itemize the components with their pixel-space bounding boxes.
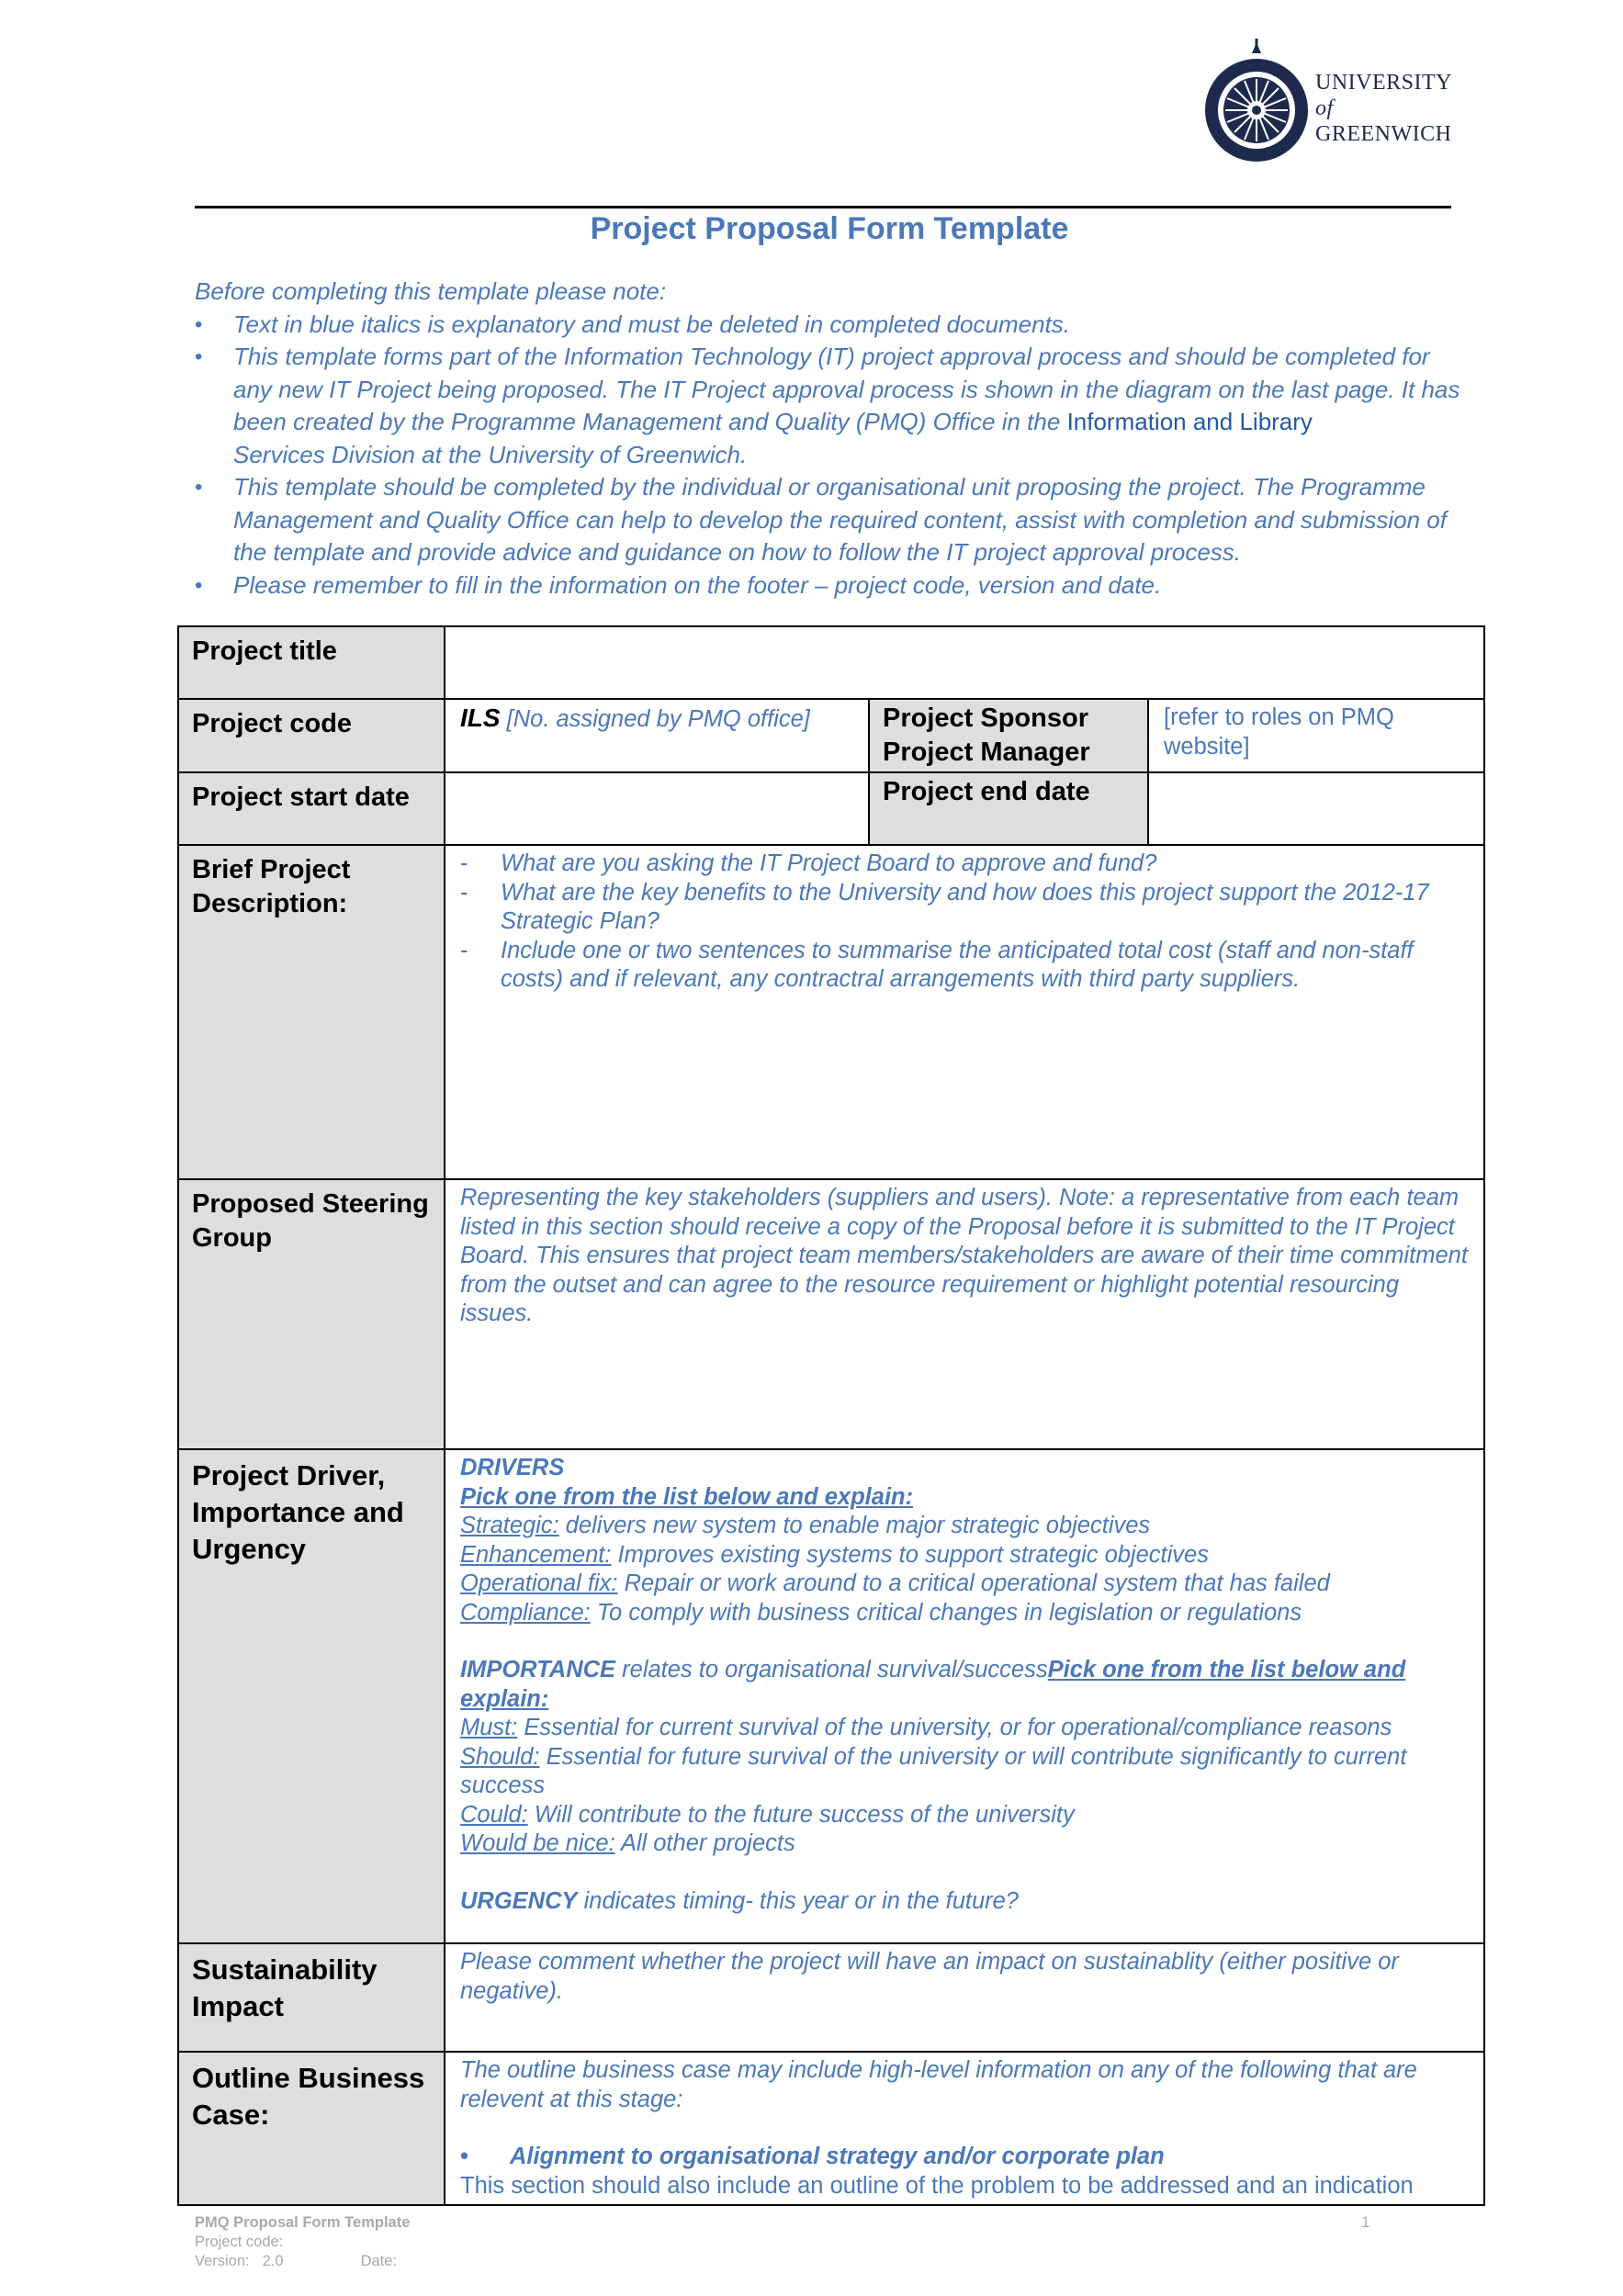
project-title-label: Project title [178, 626, 445, 699]
steering-group-label: Proposed Steering Group [178, 1179, 445, 1449]
importance-term: Should: [460, 1743, 540, 1770]
description-label: Brief Project Description: [178, 845, 445, 1179]
footer-date-label: Date: [360, 2253, 397, 2269]
end-date-field[interactable] [1148, 772, 1484, 845]
footer-version-line [195, 2252, 1389, 2271]
table-row [178, 1943, 1484, 2052]
spacer [460, 2114, 1469, 2143]
urgency-text: indicates timing- this year or in the future? [577, 1887, 1019, 1914]
university-logo [1201, 37, 1455, 165]
table-row [178, 1449, 1484, 1943]
sponsor-manager-label [869, 699, 1148, 772]
business-case-field[interactable] [445, 2052, 1484, 2205]
driver-term: Operational fix: [460, 1570, 618, 1596]
drivers-pick: Pick one from the list below and explain: [460, 1483, 914, 1510]
list-item [460, 1801, 1469, 1830]
project-code-prefix: ILS [460, 703, 501, 732]
intro-bullet-list [195, 309, 1471, 602]
table-row [178, 772, 1484, 845]
importance-pick: Pick one from the list below and explain: [460, 1657, 1406, 1712]
list-item [460, 1512, 1469, 1541]
start-date-field[interactable] [445, 772, 869, 845]
urgency-line [460, 1887, 1469, 1917]
sustainability-label: Sustainability Impact [178, 1943, 445, 2052]
intro-lead: Before completing this template please note: [195, 277, 667, 305]
spacer [460, 1859, 1469, 1887]
driver-term: Enhancement: [460, 1541, 612, 1568]
start-date-label: Project start date [178, 772, 445, 845]
header-divider [195, 206, 1451, 208]
intro-notes [195, 276, 1471, 602]
importance-text: relates to organisational survival/success [615, 1657, 1048, 1683]
business-case-text: This section should also include an outline of the problem to be addressed and an indication [460, 2172, 1414, 2199]
manager-label: Project Manager [883, 737, 1090, 767]
intro-bullet: • Please remember to fill in the information on the footer – project code, version and date. [233, 569, 1471, 602]
importance-desc: Essential for future survival of the university or will contribute significantly to current success [460, 1743, 1407, 1798]
business-case-intro: The outline business case may include high-level information on any of the following that are relevent at this stage: [460, 2057, 1417, 2112]
intro-bullet-tail: Services Division at the University of Greenwich. [233, 440, 748, 468]
ils-link[interactable]: Information and Library [1066, 408, 1313, 435]
driver-desc: Repair or work around to a critical operational system that has failed [617, 1570, 1330, 1596]
table-row [178, 1179, 1484, 1449]
table-row [178, 2052, 1484, 2205]
driver-label: Project Driver, Importance and Urgency [178, 1449, 445, 1943]
wordmark-line-2: of [1315, 96, 1334, 120]
project-title-field[interactable] [445, 626, 1484, 699]
project-code-field[interactable] [445, 699, 869, 772]
intro-bullet: • This template should be completed by the individual or organisational unit proposing the project. The Programme Management and Quality Office can help to develop the required content, assist with completion and submission of the template and provide advice and guidance on how to follow the IT project approval process. [233, 471, 1471, 569]
driver-term: Compliance: [460, 1599, 591, 1626]
importance-desc: Essential for current survival of the university, or for operational/compliance reasons [517, 1715, 1392, 1740]
list-item [460, 1599, 1469, 1628]
table-row [178, 845, 1484, 1179]
importance-term: Must: [460, 1715, 518, 1740]
footer-version-label: Version: [195, 2253, 250, 2269]
footer-project-code: Project code: [195, 2234, 284, 2250]
wordmark-line-1: UNIVERSITY [1315, 71, 1452, 95]
list-item: • Alignment to organisational strategy and/or corporate plan [510, 2143, 1469, 2172]
footer-version-value: 2.0 [262, 2253, 284, 2269]
list-item [460, 1570, 1469, 1599]
importance-heading-line [460, 1656, 1469, 1714]
end-date-label: Project end date [869, 772, 1148, 845]
driver-field[interactable] [445, 1449, 1484, 1943]
description-list [460, 850, 1469, 995]
business-case-bullets [460, 2143, 1469, 2172]
description-field[interactable] [445, 845, 1484, 1179]
business-case-label: Outline Business Case: [178, 2052, 445, 2205]
urgency-heading: URGENCY [460, 1887, 578, 1914]
intro-bullet [233, 341, 1471, 471]
page-footer [195, 2213, 1389, 2271]
university-wordmark [1315, 70, 1452, 147]
importance-term: Could: [460, 1801, 528, 1828]
project-code-hint: [No. assigned by PMQ office] [506, 706, 810, 732]
driver-desc: To comply with business critical changes in legislation or regulations [590, 1599, 1302, 1626]
proposal-form-table [177, 625, 1485, 2206]
importance-term: Would be nice: [460, 1830, 615, 1856]
list-item [460, 1541, 1469, 1570]
footer-template-name: PMQ Proposal Form Template [195, 2214, 411, 2231]
university-seal-icon [1201, 37, 1312, 165]
sponsor-label: Project Sponsor [883, 703, 1088, 733]
importance-desc: Will contribute to the future success of the university [527, 1801, 1075, 1828]
importance-heading: IMPORTANCE [460, 1657, 616, 1683]
wordmark-line-3: GREENWICH [1315, 122, 1452, 146]
driver-term: Strategic: [460, 1513, 559, 1538]
intro-bullet: • Text in blue italics is explanatory and must be deleted in completed documents. [233, 309, 1471, 342]
steering-group-field[interactable]: Representing the key stakeholders (suppliers and users). Note: a representative from each team listed in this section should receive a copy of the Proposal before it is submitted to the IT Project Board. This ensures that project team members/stakeholders are aware of their time commitment from the outset and can agree to the resource requirement or highlight potential resourcing issues. [445, 1179, 1484, 1449]
intro-bullet-text: This template forms part of the Information Technology (IT) project approval process and should be completed for any new IT Project being proposed. The IT Project approval process is shown in the diagram on the last page. It has been created by the Programme Management and Quality (PMQ) Office in the [233, 343, 1460, 435]
sponsor-manager-field[interactable]: [refer to roles on PMQ website] [1148, 699, 1484, 772]
list-item [460, 1714, 1469, 1743]
spacer [460, 1627, 1469, 1656]
list-item: - What are the key benefits to the University and how does this project support the 2012-17 Strategic Plan? [501, 879, 1469, 937]
sustainability-field[interactable]: Please comment whether the project will have an impact on sustainablity (either positive or negative). [445, 1943, 1484, 2052]
list-item: - Include one or two sentences to summarise the anticipated total cost (staff and non-staff costs) and if relevant, any contractral arrangements with third party suppliers. [501, 937, 1469, 995]
driver-desc: Improves existing systems to support strategic objectives [611, 1541, 1209, 1568]
table-row [178, 699, 1484, 772]
page-title: Project Proposal Form Template [590, 211, 1069, 246]
list-item: - What are you asking the IT Project Board to approve and fund? [501, 850, 1469, 879]
driver-desc: delivers new system to enable major strategic objectives [558, 1513, 1151, 1538]
importance-desc: All other projects [614, 1830, 795, 1856]
list-item [460, 1743, 1469, 1801]
list-item [460, 1829, 1469, 1859]
drivers-heading: DRIVERS [460, 1455, 565, 1480]
table-row [178, 626, 1484, 699]
page-number: 1 [1361, 2213, 1370, 2231]
project-code-label: Project code [178, 699, 445, 772]
